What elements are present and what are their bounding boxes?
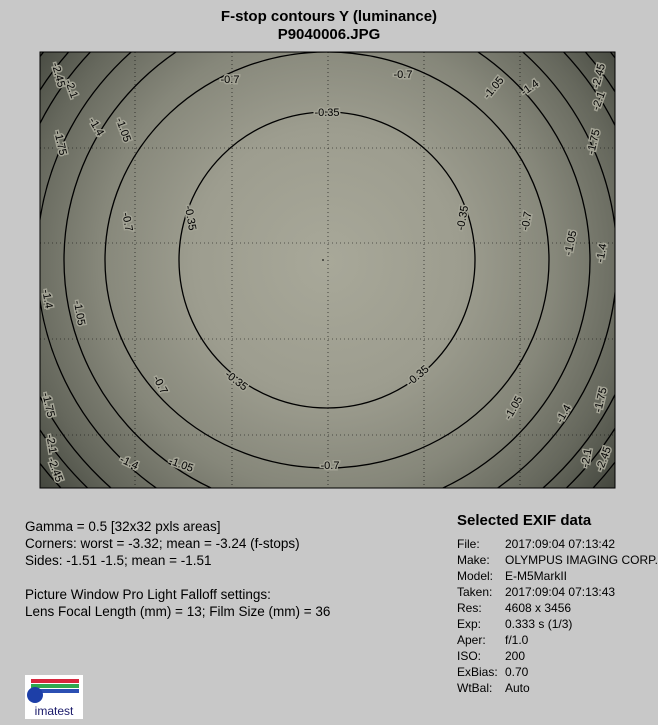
settings-title: Picture Window Pro Light Falloff settings: — [25, 587, 271, 602]
contour-label: -0.7 — [519, 210, 535, 232]
exif-value: 0.70 — [505, 665, 529, 679]
exif-label: Res: — [457, 601, 482, 615]
sides-text: Sides: -1.51 -1.5; mean = -1.51 — [25, 553, 212, 568]
exif-value: E-M5MarkII — [505, 569, 568, 583]
contour-label: -0.7 — [320, 460, 340, 472]
contour-label: -1.75 — [51, 129, 69, 157]
exif-value: 0.333 s (1/3) — [505, 617, 573, 631]
contour-label: -2.45 — [45, 456, 65, 484]
contour-label: -1.75 — [592, 386, 610, 414]
exif-label: Taken: — [457, 585, 493, 599]
exif-label: File: — [457, 537, 480, 551]
exif-label: Model: — [457, 569, 494, 583]
exif-label: Make: — [457, 553, 490, 567]
chart-subtitle: P9040006.JPG — [277, 26, 381, 43]
contour-label: -1.4 — [117, 453, 141, 473]
contour-label: -0.35 — [454, 204, 472, 232]
contour-label: -1.05 — [562, 229, 580, 257]
contour-label: -2.45 — [48, 61, 68, 89]
chart-title: F-stop contours Y (luminance) — [220, 8, 438, 25]
contour-label: -1.4 — [86, 115, 106, 139]
settings-text: Lens Focal Length (mm) = 13; Film Size (mm) = 36 — [25, 604, 331, 619]
contour-label: -2.45 — [589, 62, 609, 90]
contour-label: -1.4 — [554, 402, 574, 426]
contour-label: -0.7 — [220, 74, 240, 86]
contour-label: -0.35 — [181, 204, 199, 232]
exif-row — [457, 665, 529, 679]
contour-label: -0.35 — [314, 107, 340, 119]
contour-label: -1.05 — [167, 455, 195, 475]
contour-label: -2.45 — [594, 445, 614, 473]
imatest-logo — [25, 675, 83, 719]
contour-label: -1.4 — [594, 242, 610, 264]
logo-text: imatest — [34, 704, 74, 718]
contour-label: -1.05 — [113, 116, 133, 144]
contour-label: -1.05 — [502, 394, 526, 422]
contour-label: -2.1 — [43, 433, 59, 455]
exif-value: 4608 x 3456 — [505, 601, 572, 615]
exif-value: f/1.0 — [505, 633, 529, 647]
exif-label: WtBal: — [457, 681, 493, 695]
contour-label: -0.35 — [222, 368, 250, 394]
exif-row — [457, 569, 568, 583]
contour-label: -1.05 — [481, 74, 507, 102]
exif-row — [457, 633, 529, 647]
exif-row — [457, 553, 658, 567]
exif-value: 2017:09:04 07:13:43 — [505, 585, 616, 599]
contour-label: -0.7 — [150, 373, 170, 397]
exif-label: ExBias: — [457, 665, 498, 679]
contour-label: -1.75 — [39, 391, 57, 419]
exif-title: Selected EXIF data — [457, 512, 592, 529]
exif-label: ISO: — [457, 649, 482, 663]
exif-row — [457, 537, 616, 551]
exif-row — [457, 617, 573, 631]
contour-label: -2.1 — [62, 78, 80, 100]
exif-label: Aper: — [457, 633, 486, 647]
contour-label: -2.1 — [590, 90, 608, 112]
contour-label: -1.05 — [70, 299, 88, 327]
exif-value: 2017:09:04 07:13:42 — [505, 537, 616, 551]
contour-label: -2.1 — [579, 447, 595, 469]
exif-value: OLYMPUS IMAGING CORP. — [505, 553, 658, 567]
contour-label: -0.7 — [393, 69, 413, 81]
contour-label: -0.7 — [119, 211, 135, 233]
contour-label: -0.35 — [404, 363, 432, 389]
exif-row — [457, 681, 530, 695]
exif-row — [457, 649, 526, 663]
exif-row — [457, 585, 616, 599]
exif-label: Exp: — [457, 617, 482, 631]
contour-label: -1.75 — [585, 128, 603, 156]
contour-label: -1.4 — [39, 288, 55, 310]
exif-value: 200 — [505, 649, 526, 663]
contour-label: -1.4 — [518, 77, 542, 99]
gamma-text: Gamma = 0.5 [32x32 pxls areas] — [25, 519, 221, 534]
exif-row — [457, 601, 572, 615]
corners-text: Corners: worst = -3.32; mean = -3.24 (f-stops) — [25, 536, 300, 551]
exif-value: Auto — [505, 681, 530, 695]
